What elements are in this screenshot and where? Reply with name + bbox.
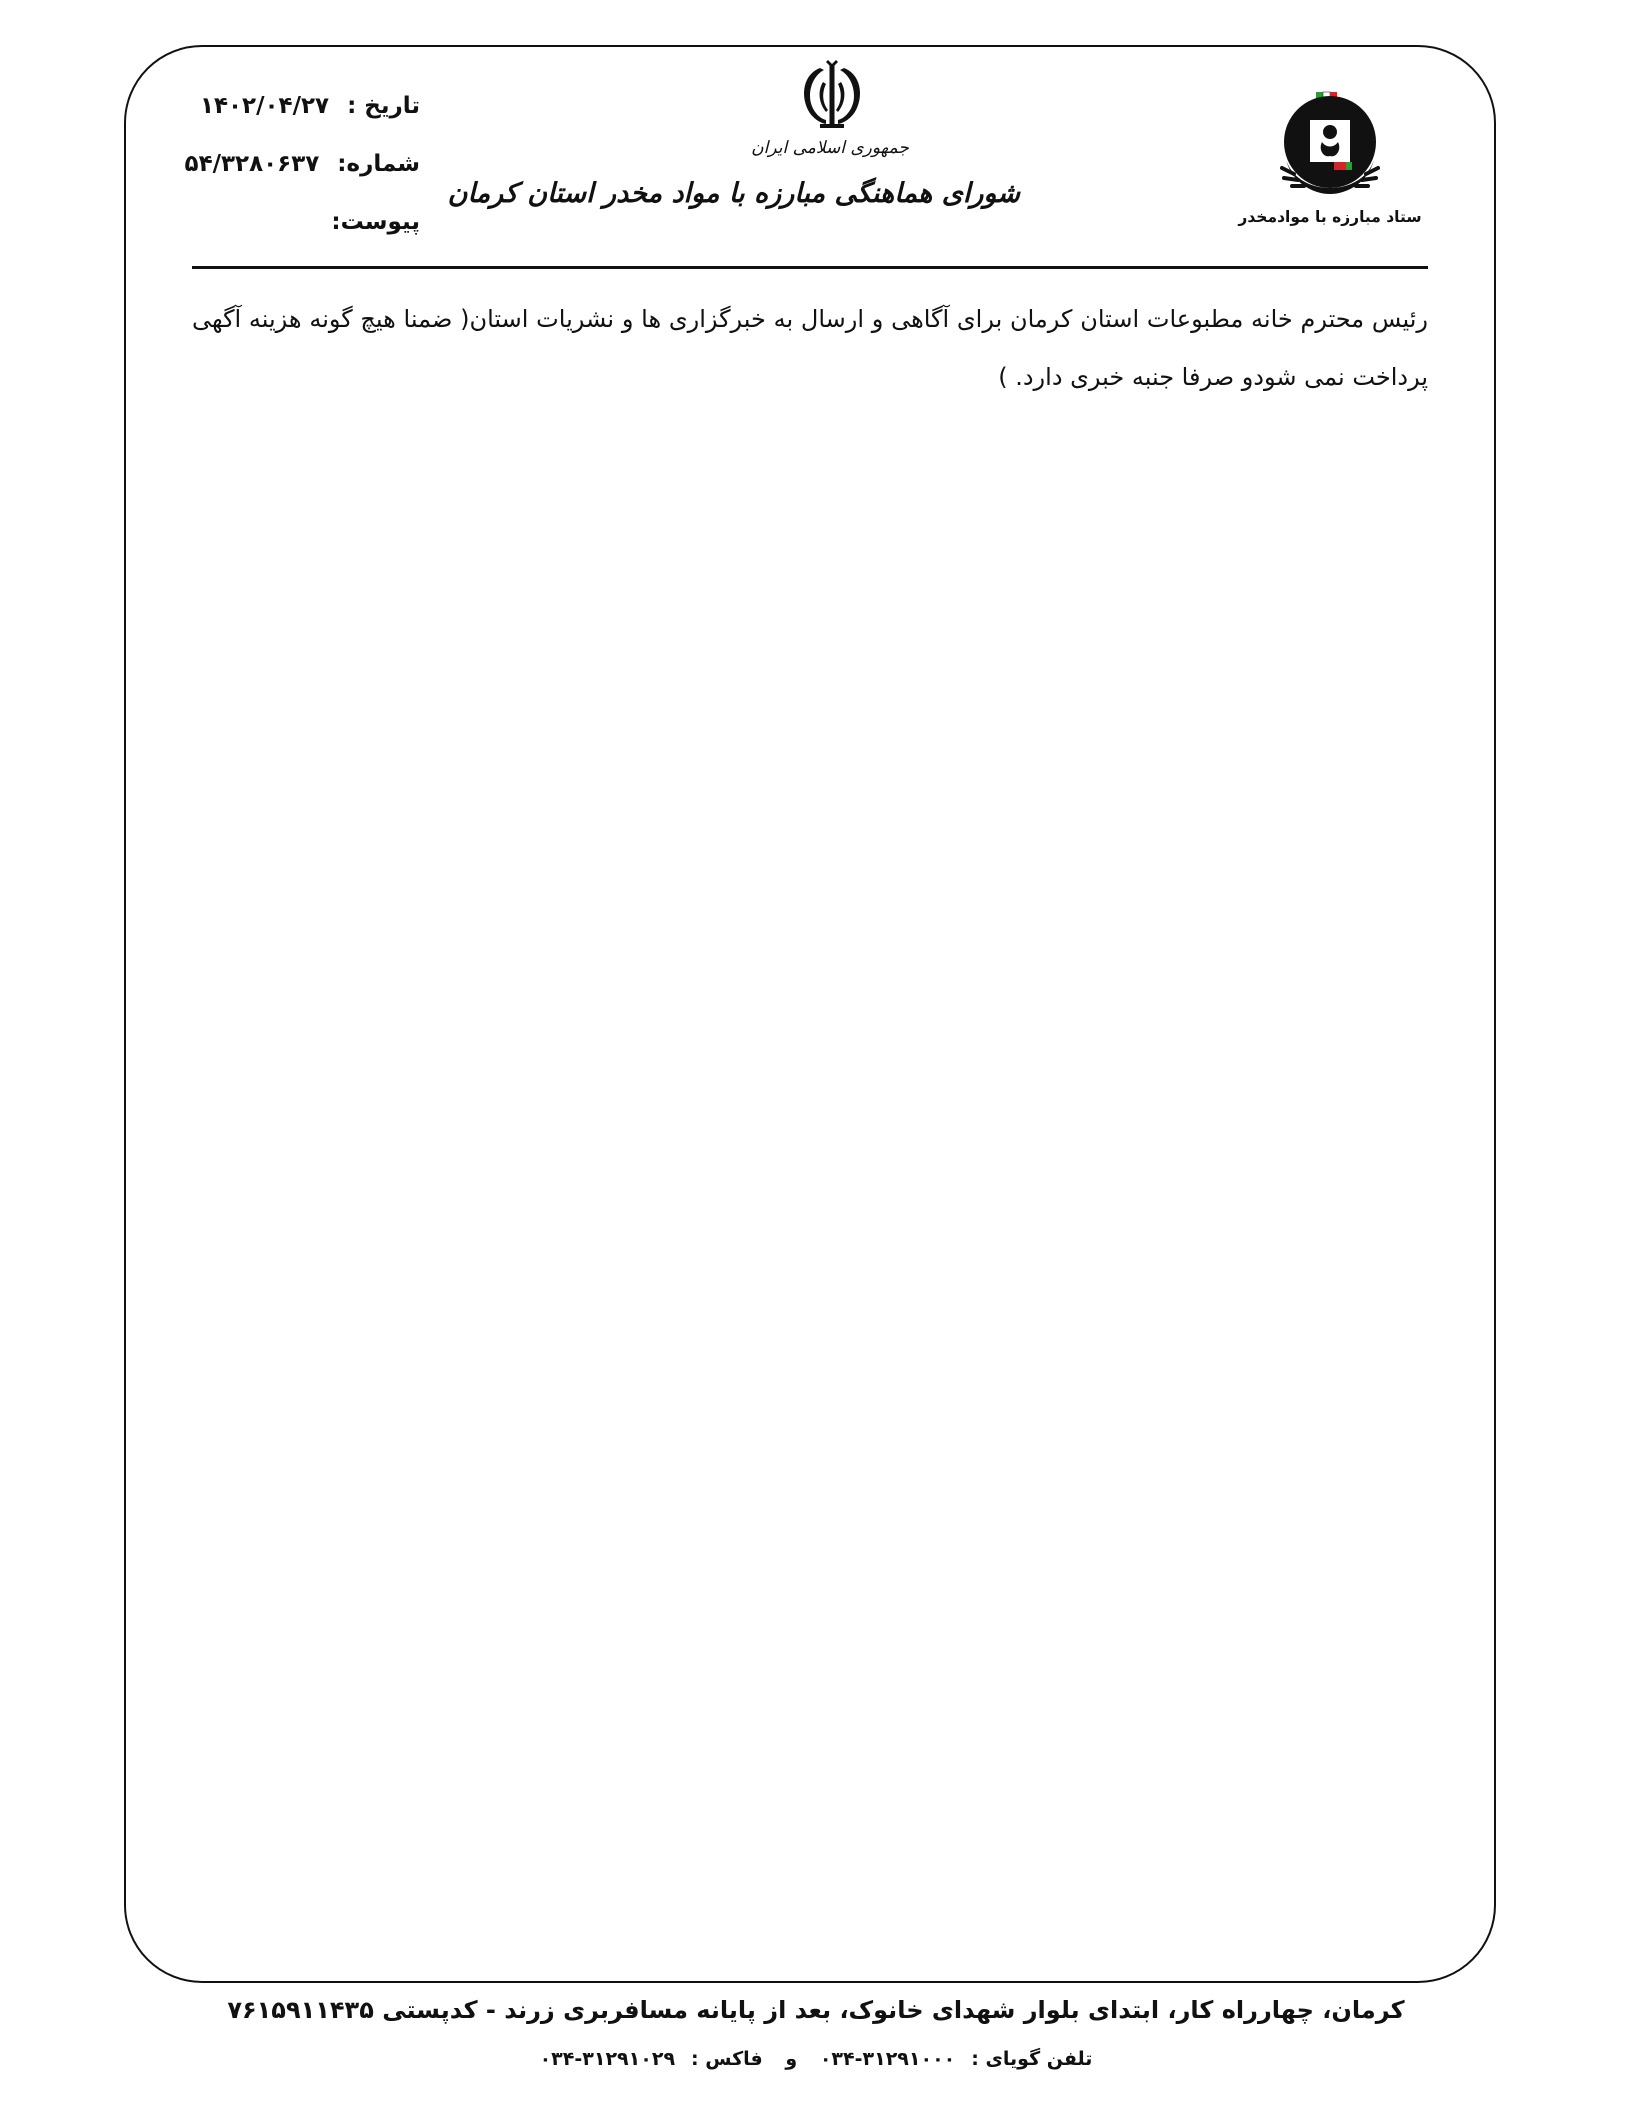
- anti-narcotics-logo-icon: [1272, 90, 1388, 200]
- letter-meta: [150, 95, 420, 269]
- iran-emblem-icon: [790, 60, 874, 134]
- phone-value: ۳۱۲۹۱۰۰۰-۰۳۴: [819, 2048, 956, 2070]
- number-label: شماره:: [337, 151, 420, 177]
- date-row: [150, 95, 420, 153]
- number-value: ۵۴/۳۲۸۰۶۳۷: [184, 151, 320, 177]
- and-conjunction: و: [785, 2048, 798, 2070]
- council-name: شورای هماهنگی مبارزه با مواد مخدر استان کرمان: [447, 178, 1020, 209]
- attachment-row: [150, 211, 420, 269]
- anti-narcotics-logo: [1230, 90, 1430, 240]
- letter-body: رئیس محترم خانه مطبوعات استان کرمان برای آگاهی و ارسال به خبرگزاری ها و نشریات استان( ضمنا هیچ گونه هزینه آگهی پرداخت نمی شودو صرفا جنبه خبری دارد. ): [192, 305, 1428, 391]
- letterhead-title: [447, 60, 1020, 235]
- footer-address: کرمان، چهارراه کار، ابتدای بلوار شهدای خانوک، بعد از پایانه مسافربری زرند - کدپستی ۷۶۱۵۹۱۱۴۳۵: [227, 1996, 1405, 2024]
- header-divider: [192, 266, 1428, 269]
- government-line: جمهوری اسلامی ایران: [751, 138, 909, 158]
- phone-label: تلفن گویای :: [971, 2048, 1093, 2070]
- attachment-label: پیوست:: [331, 209, 420, 235]
- date-value: ۱۴۰۲/۰۴/۲۷: [199, 93, 330, 119]
- logo-caption: ستاد مبارزه با موادمخدر: [1238, 208, 1422, 226]
- fax-label: فاکس :: [691, 2048, 763, 2070]
- footer-contacts: [0, 2048, 1632, 2070]
- date-label: تاریخ :: [347, 93, 420, 119]
- fax-value: ۳۱۲۹۱۰۲۹-۰۳۴: [539, 2048, 676, 2070]
- number-row: [150, 153, 420, 211]
